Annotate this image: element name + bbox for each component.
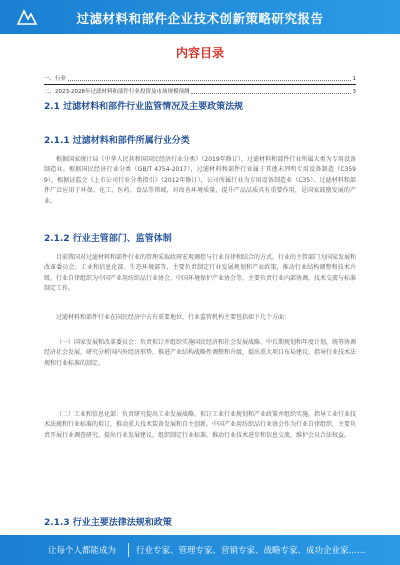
toc-entry-page: 3: [352, 89, 356, 95]
section-heading-2-1: 2.1 过滤材料和部件行业监管情况及主要政策法规: [44, 102, 244, 112]
page-header: [0, 0, 400, 34]
toc-entry-2[interactable]: [44, 87, 356, 95]
paragraph: 根据国家统计局《中华人民共和国国民经济行业分类》（2019年修订），过滤材料和部件行业所属大类为专用设备制造业。根据国民经济行业分类（GB/T 4754-2017），过滤材料和部件行业属于其他未列明专用设备制造（C3599），根据证监会《上市公司行业分类指引》（2012年修订），公司所属行业为专用设备制造业（C35）。过滤材料和部件广泛应用于环保、化工、医药、食品等领域，对改善环境质量、提升产品品质具有重要作用，是国家鼓励发展的产业。: [44, 156, 356, 205]
toc-rule: [44, 84, 356, 85]
toc-entry-1[interactable]: [44, 74, 356, 82]
toc-leader-dots: [191, 88, 350, 94]
footer-divider: [128, 543, 129, 557]
toc-entry-label: 二、2023-2028年过滤材料和部件行业投资及市场规模预测: [44, 89, 190, 95]
toc-entry-label: 一、行业: [44, 76, 67, 82]
footer-slogan: 让每个人都能成为: [48, 546, 117, 556]
footer-tagline: 行业专家、管理专家、营销专家、战略专家、成功企业家……: [136, 546, 366, 556]
section-heading-2-1-1: 2.1.1 过滤材料和部件所属行业分类: [44, 136, 190, 146]
toc-title: 内容目录: [175, 46, 224, 60]
paragraph: （二）工业和信息化部：负责研究提出工业发展战略，拟订工业行业规划和产业政策并组织实施，指导工业行业技术法规和行业标准的拟订，推动重大技术装备发展和自主创新。中国产业用纺织品行业协会作为行业自律组织，主要负责开展行业调查研究，提出行业发展建议，组织制定行业标准，推动行业技术进步和信息交流，维护会员合法权益。: [44, 411, 357, 439]
paragraph: （一）国家发展和改革委员会：负责拟订并组织实施国民经济和社会发展战略、中长期规划和年度计划，统筹协调经济社会发展，研究分析国内外经济形势，推进产业结构战略性调整和升级，提出重大项目布局建议，指导行业技术法规和行业标准的制定。: [44, 339, 357, 367]
report-title: 过滤材料和部件企业技术创新策略研究报告: [76, 11, 324, 26]
page-footer: [0, 535, 400, 565]
toc-leader-dots: [68, 75, 350, 81]
toc-entry-page: 1: [352, 76, 356, 82]
paragraph: 过滤材料和部件行业在国民经济中占有重要地位，行业监管机构主要包括如下几个方面：: [56, 314, 291, 321]
paragraph: 目前我国对过滤材料和部件行业的管理采取政府宏观调控与行业自律相结合的方式。行业的主管部门为国家发展和改革委员会、工业和信息化部、生态环境部等，主要负责制定行业发展规划和产业政策，推动行业结构调整和技术升级。行业自律组织为中国产业用纺织品行业协会、中国环境保护产业协会等，主要负责行业内部协调、技术交流与标准制定工作。: [44, 254, 357, 293]
section-heading-2-1-2: 2.1.2 行业主管部门、监管体制: [44, 234, 172, 244]
section-heading-2-1-3: 2.1.3 行业主要法律法规和政策: [44, 518, 172, 528]
